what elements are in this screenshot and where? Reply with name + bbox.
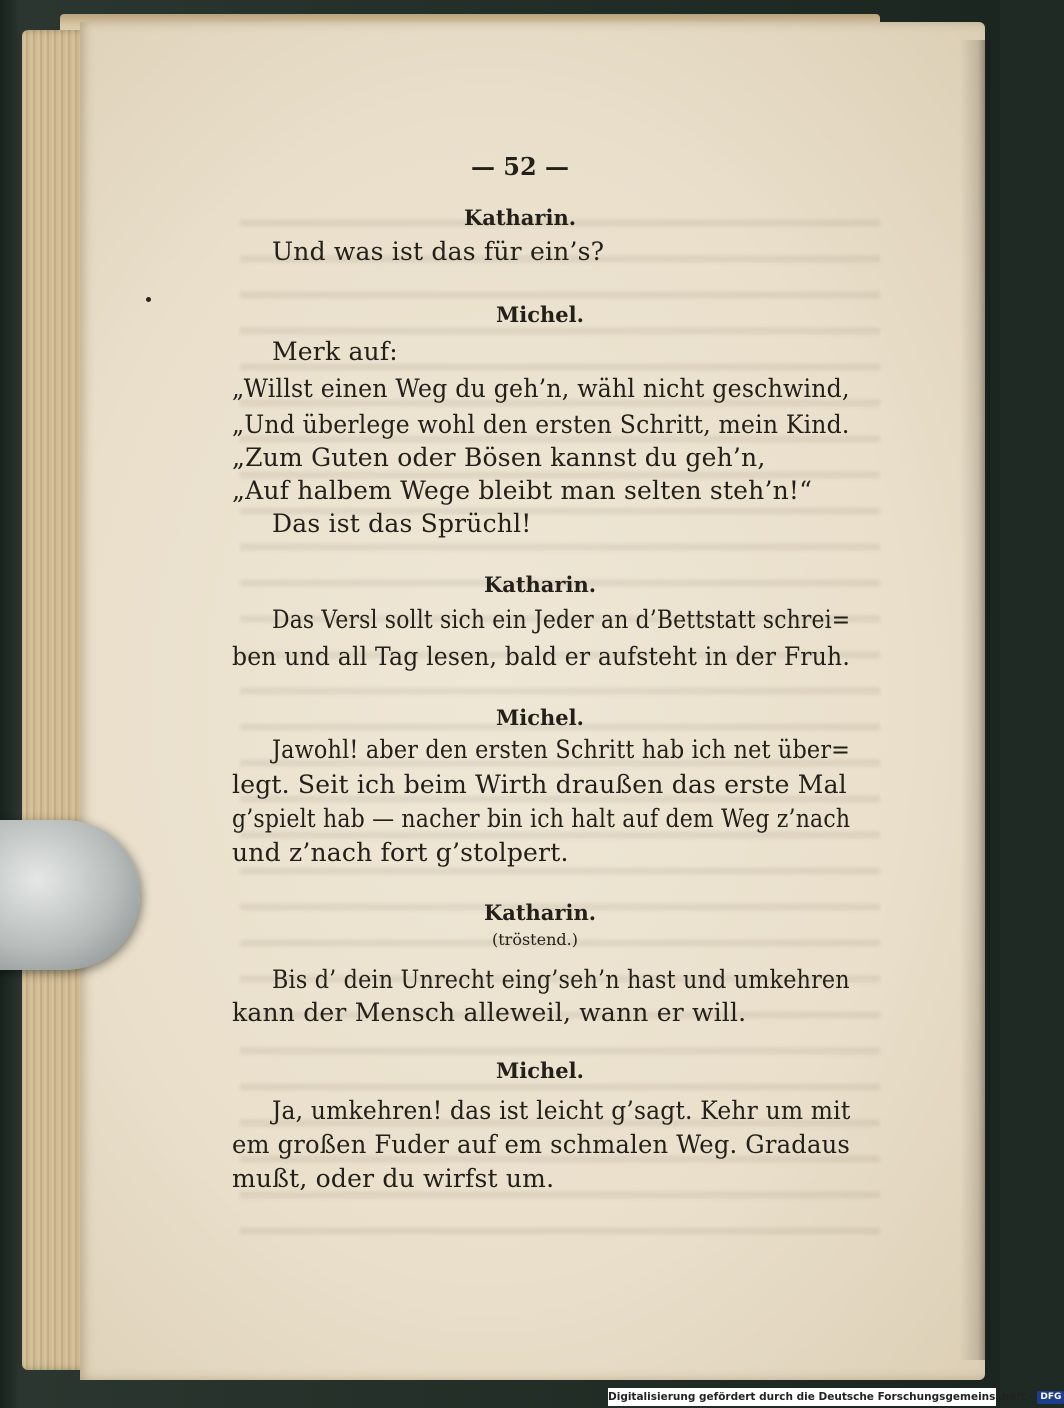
speaker-label: Katharin. bbox=[463, 205, 577, 230]
verse-line: „Und überlege wohl den ersten Schritt, mein Kind. bbox=[232, 410, 850, 439]
text-line: Ja, umkehren! das ist leicht g’sagt. Kehr um mit bbox=[272, 1096, 851, 1125]
speaker-label: Katharin. bbox=[483, 900, 597, 925]
text-line: ben und all Tag lesen, bald er aufsteht in der Fruh. bbox=[232, 642, 850, 671]
text-line: Das Versl sollt sich ein Jeder an d’Bettstatt schrei= bbox=[272, 605, 851, 634]
text-line: Bis d’ dein Unrecht eing’seh’n hast und umkehren bbox=[272, 965, 850, 994]
text-line: Und was ist das für ein’s? bbox=[272, 237, 605, 266]
speaker-label: Michel. bbox=[496, 302, 584, 327]
text-line: Jawohl! aber den ersten Schritt hab ich net über= bbox=[272, 735, 851, 764]
footer-text: Digitalisierung gefördert durch die Deutsche Forschungsgemeinschaft · bbox=[608, 1391, 1034, 1403]
text-line: Merk auf: bbox=[272, 337, 398, 366]
text-line: g’spielt hab — nacher bin ich halt auf dem Weg z’nach bbox=[232, 804, 851, 833]
speaker-label: Michel. bbox=[496, 1058, 584, 1083]
verse-line: „Zum Guten oder Bösen kannst du geh’n, bbox=[232, 443, 766, 472]
speaker-label: Katharin. bbox=[483, 572, 597, 597]
page-number: — 52 — bbox=[470, 152, 570, 181]
text-line: kann der Mensch alleweil, wann er will. bbox=[232, 998, 747, 1027]
speaker-label: Michel. bbox=[496, 705, 584, 730]
verse-line: „Auf halbem Wege bleibt man selten steh’n!“ bbox=[232, 476, 813, 505]
digitization-footer bbox=[608, 1388, 1062, 1406]
verse-line: „Willst einen Weg du geh’n, wähl nicht geschwind, bbox=[232, 374, 850, 403]
text-line: und z’nach fort g’stolpert. bbox=[232, 838, 569, 867]
text-line: Das ist das Sprüchl! bbox=[272, 509, 532, 538]
text-line: legt. Seit ich beim Wirth draußen das erste Mal bbox=[232, 770, 847, 799]
dfg-logo-icon: DFG bbox=[1037, 1391, 1064, 1404]
stage-direction: (tröstend.) bbox=[492, 930, 578, 949]
text-line: em großen Fuder auf em schmalen Weg. Gradaus bbox=[232, 1130, 850, 1159]
text-line: mußt, oder du wirfst um. bbox=[232, 1164, 555, 1193]
